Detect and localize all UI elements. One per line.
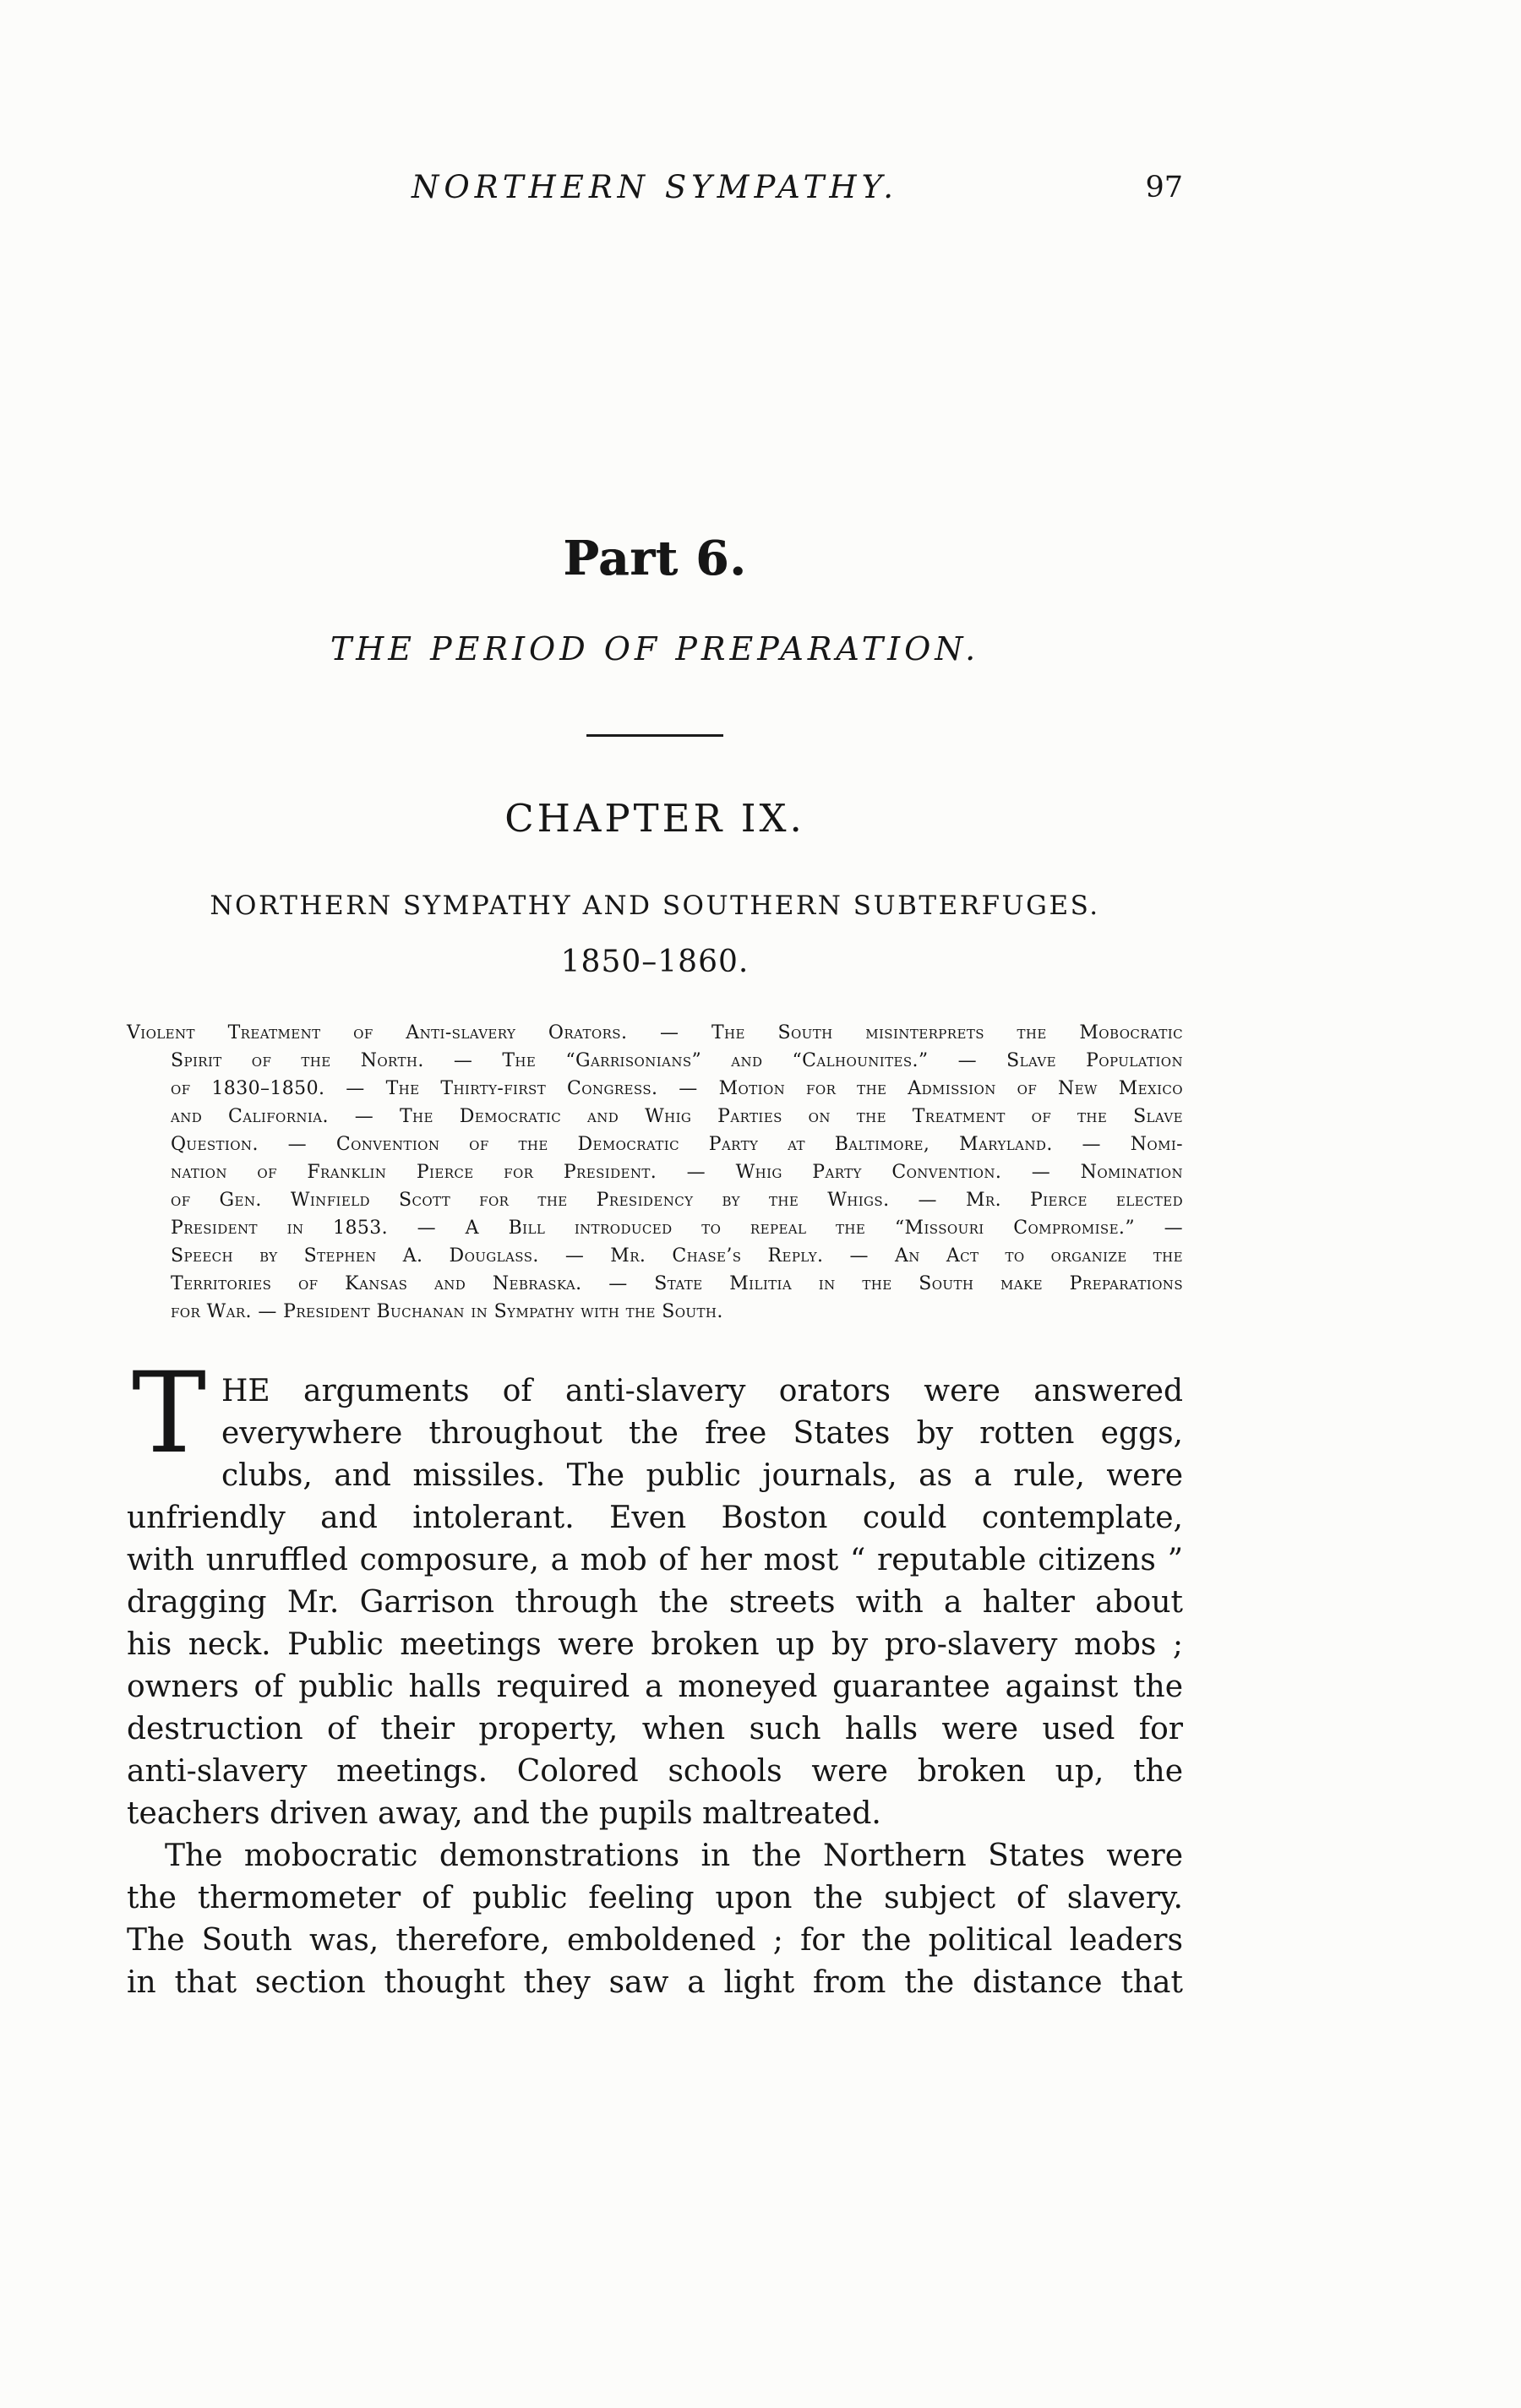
summary-line: of 1830–1850. — The Thirty-first Congress. — Motion for the Admission of New Mexico [171,1078,1183,1099]
body-line: anti-slavery meetings. Colored schools were broken up, the [127,1754,1183,1789]
summary-line: Territories of Kansas and Nebraska. — State Militia in the South make Preparations [171,1273,1183,1294]
body-line: The mobocratic demonstrations in the Northern States were [165,1839,1183,1873]
body-line: dragging Mr. Garrison through the streets with a halter about [127,1585,1183,1620]
summary-line: Question. — Convention of the Democratic Party at Baltimore, Maryland. — Nomi- [171,1134,1183,1155]
running-header [127,167,1183,208]
summary-line: and California. — The Democratic and Whig Parties on the Treatment of the Slave [171,1106,1183,1127]
text-column [127,0,1183,2408]
chapter-summary [127,1019,1183,1326]
summary-line: Speech by Stephen A. Douglass. — Mr. Chase’s Reply. — An Act to organize the [171,1245,1183,1267]
body-line: his neck. Public meetings were broken up by pro-slavery mobs ; [127,1627,1183,1662]
divider-rule [586,734,723,737]
page-number: 97 [1145,171,1183,204]
part-heading: Part 6. [563,531,747,586]
body-line: with unruffled composure, a mob of her most “ reputable citizens ” [127,1543,1183,1577]
summary-line: Violent Treatment of Anti-slavery Orators. — The South misinterprets the Mobocratic [127,1022,1183,1043]
body-line: teachers driven away, and the pupils maltreated. [127,1796,881,1831]
summary-line: nation of Franklin Pierce for President. — Whig Party Convention. — Nomination [171,1162,1183,1183]
body-line: The South was, therefore, emboldened ; for the political leaders [127,1923,1183,1958]
body-line: the thermometer of public feeling upon the subject of slavery. [127,1881,1183,1915]
body-paragraph [127,1348,1183,1835]
body-line: in that section thought they saw a light from the distance that [127,1965,1183,2000]
chapter-title: NORTHERN SYMPATHY AND SOUTHERN SUBTERFUGES. [210,891,1100,921]
summary-line: for War. — President Buchanan in Sympathy with the South. [171,1301,723,1322]
part-title: THE PERIOD OF PREPARATION. [330,630,980,667]
body-line: HE arguments of anti-slavery orators were answered [221,1374,1183,1408]
body-line: destruction of their property, when such halls were used for [127,1712,1183,1746]
body-line: unfriendly and intolerant. Even Boston could contemplate, [127,1501,1183,1535]
body-line: clubs, and missiles. The public journals, as a rule, were [221,1458,1183,1493]
summary-line: President in 1853. — A Bill introduced to repeal the “Missouri Compromise.” — [171,1218,1183,1239]
summary-line: of Gen. Winfield Scott for the Presidency by the Whigs. — Mr. Pierce elected [171,1190,1183,1211]
drop-cap: T [132,1348,207,1479]
chapter-dates: 1850–1860. [560,945,750,979]
running-header-title: NORTHERN SYMPATHY. [411,169,899,205]
body-paragraph [127,1835,1183,2004]
body-line: owners of public halls required a moneyed guarantee against the [127,1670,1183,1704]
body-text [127,1348,1183,2004]
body-line: everywhere throughout the free States by rotten eggs, [221,1416,1183,1451]
summary-line: Spirit of the North. — The “Garrisonians” and “Calhounites.” — Slave Population [171,1050,1183,1071]
chapter-heading: CHAPTER IX. [504,796,805,841]
